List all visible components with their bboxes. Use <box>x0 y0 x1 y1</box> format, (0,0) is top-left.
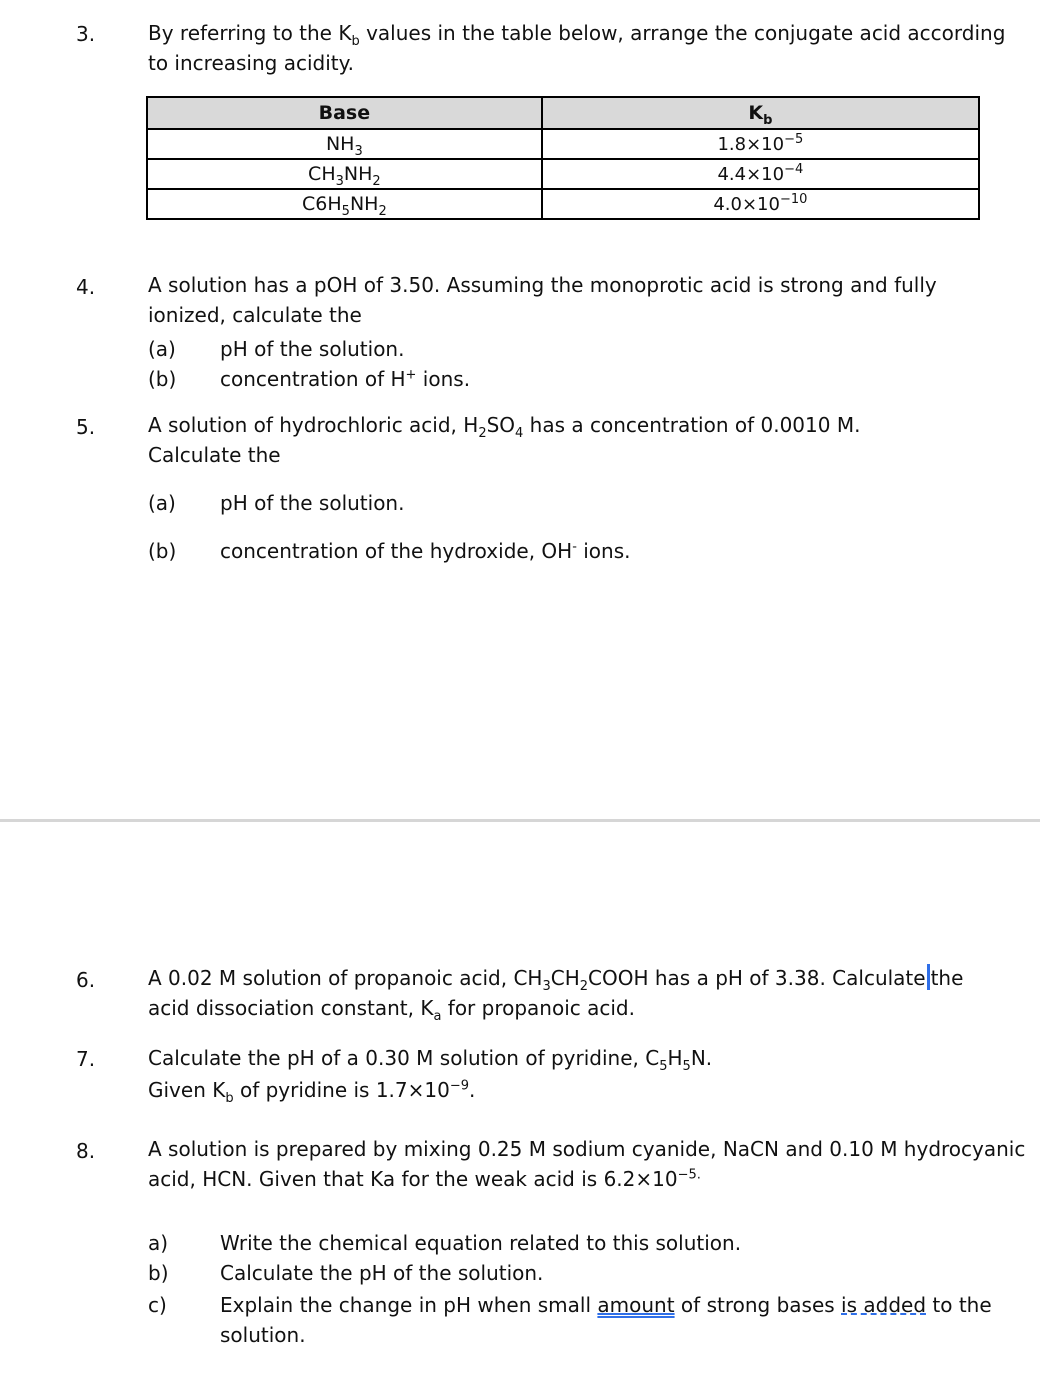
question-text: Calculate the pH of a 0.30 M solution of pyridine, $C_5H_5N$. Given $K_b$ of pyridine is $1.7\times 10^{-9}$. <box>148 1046 713 1106</box>
grammar-underline[interactable]: is added <box>841 1293 927 1317</box>
question-number: 8. <box>76 1139 96 1163</box>
question-text: A solution of hydrochloric acid, $H_2SO_4$ has a concentration of 0.0010 M. Calculate the <box>148 413 861 467</box>
kb-cell: $4.4\times 10^{-4}$ <box>542 159 979 189</box>
table-row <box>147 159 979 189</box>
question-text: A solution is prepared by mixing 0.25 M sodium cyanide, NaCN and 0.10 M hydrocyanic acid, HCN. Given that Ka for the weak acid is $6.2\times 10^{-5.}$ <box>148 1137 1026 1191</box>
question-number: 3. <box>76 22 96 46</box>
part-label: a) <box>148 1231 169 1255</box>
question-number: 7. <box>76 1047 96 1071</box>
part-label: b) <box>148 1261 169 1285</box>
part-label: (a) <box>148 491 176 515</box>
part-text: Write the chemical equation related to this solution. <box>220 1231 742 1255</box>
page-divider <box>0 819 1040 822</box>
header-kb: $K_b$ <box>542 97 979 129</box>
kb-table <box>146 96 980 220</box>
part-label: (a) <box>148 337 176 361</box>
base-cell: $NH_3$ <box>147 129 542 159</box>
part-text: Explain the change in pH when small amount of strong bases is added to the <box>220 1293 992 1317</box>
part-text: solution. <box>220 1323 306 1347</box>
text-cursor <box>927 964 930 990</box>
part-text: pH of the solution. <box>220 337 405 361</box>
question-text: By referring to the $K_b$ values in the table below, arrange the conjugate acid according to increasing acidity. <box>148 21 1006 75</box>
base-cell: $C6H_5NH_2$ <box>147 189 542 219</box>
question-number: 6. <box>76 968 96 992</box>
part-text: concentration of H+ ions. <box>220 367 471 391</box>
question-text: A 0.02 M solution of propanoic acid, $CH_3CH_2COOH$ has a pH of 3.38. Calculate the acid dissociation constant, $K_a$ for propanoic acid. <box>148 966 964 1024</box>
base-cell: $CH_3NH_2$ <box>147 159 542 189</box>
spellcheck-underline[interactable]: amount <box>597 1293 675 1317</box>
question-number: 4. <box>76 275 96 299</box>
header-base: Base <box>147 97 542 129</box>
table-header-row <box>147 97 979 129</box>
table-row <box>147 129 979 159</box>
part-text: Calculate the pH of the solution. <box>220 1261 544 1285</box>
part-text: pH of the solution. <box>220 491 405 515</box>
part-label: c) <box>148 1293 167 1317</box>
kb-cell: $4.0\times 10^{-10}$ <box>542 189 979 219</box>
question-text: A solution has a pOH of 3.50. Assuming the monoprotic acid is strong and fully ionized, calculate the <box>148 273 937 327</box>
kb-cell: $1.8\times 10^{-5}$ <box>542 129 979 159</box>
part-text: concentration of the hydroxide, OH- ions. <box>220 539 631 563</box>
part-label: (b) <box>148 539 177 563</box>
part-label: (b) <box>148 367 177 391</box>
table-row <box>147 189 979 219</box>
question-number: 5. <box>76 415 96 439</box>
